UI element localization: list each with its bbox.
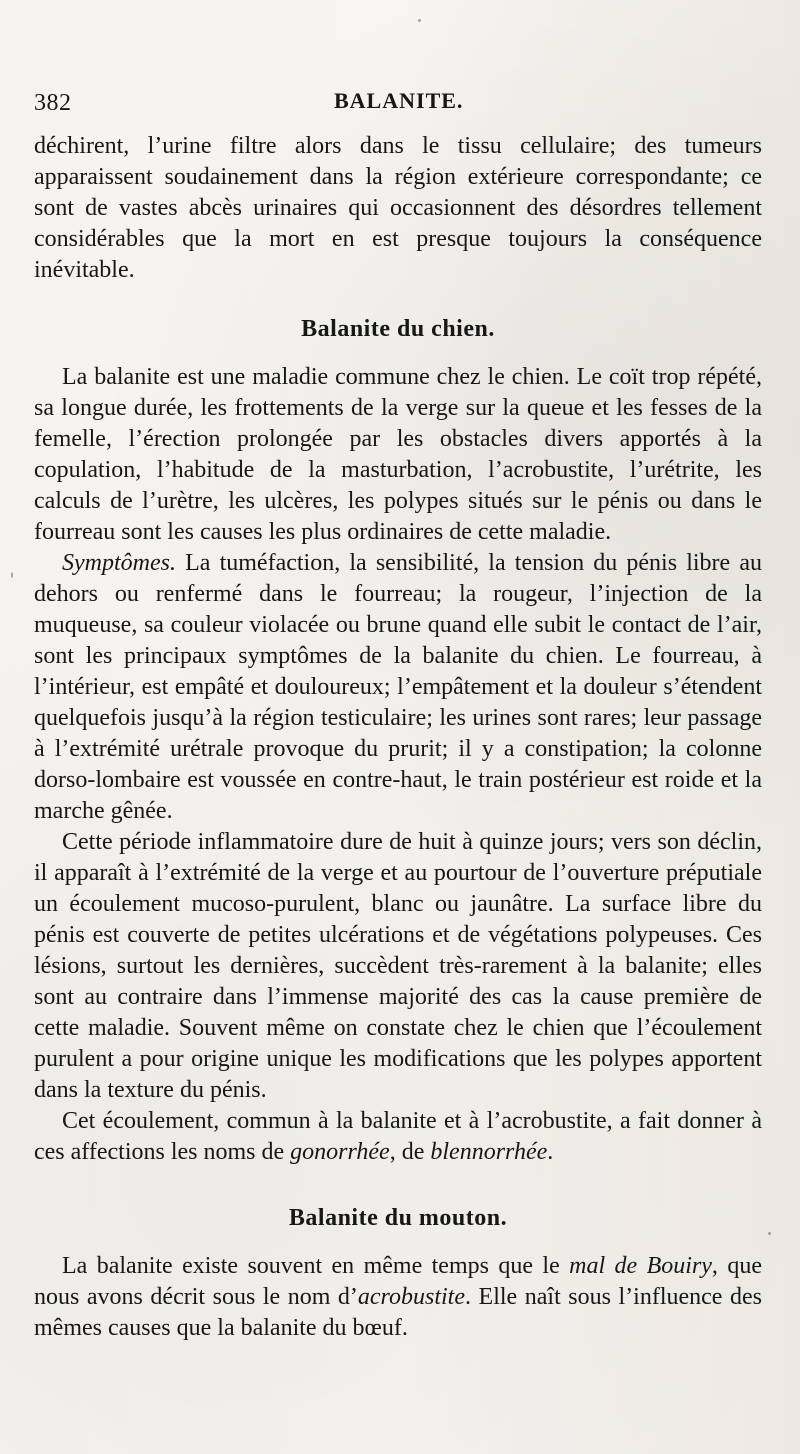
running-title: BALANITE.	[334, 88, 464, 113]
page-header	[34, 0, 762, 116]
paper-speck	[768, 1232, 771, 1235]
term-acrobustite: acrobustite	[357, 1284, 466, 1310]
chien-paragraph-4	[34, 1106, 762, 1168]
mouton-text-c: . Elle naît sous l’influence des mêmes causes que la balanite du bœuf.	[34, 1284, 762, 1341]
term-blennorrhee: blennorrhée	[430, 1139, 548, 1165]
section-spacer	[34, 1168, 762, 1203]
paragraph-4-text-a: Cet écoulement, commun à la balanite et à l’acrobustite, a fait donner à ces affections les noms de	[34, 1108, 762, 1165]
section-title-mouton: Balanite du mouton.	[288, 1205, 508, 1231]
term-mal-de-bouiry: mal de Bouiry	[569, 1253, 712, 1279]
symptoms-label: Symptômes.	[62, 550, 176, 576]
symptoms-text: La tuméfaction, la sensibilité, la tension du pénis libre au dehors ou renfermé dans le fourreau; la rougeur, l’injection de la muqueuse, sa couleur violacée ou brune quand elle subit le contact de l’air, sont les principaux symptômes de la balanite du chien. Le fourreau, à l’intérieur, est empâté et douloureux; l’empâtement et la douleur s’étendent quelquefois jusqu’à la région testiculaire; les urines sont rares; leur passage à l’extrémité urétrale provoque du prurit; il y a constipation; la colonne dorso-lombaire est voussée en contre-haut, le train postérieur est roide et la marche gênée.	[34, 550, 762, 824]
paragraph-4-text-c: .	[547, 1139, 554, 1165]
term-gonorrhee: gonorrhée	[290, 1139, 390, 1165]
section-title-chien: Balanite du chien.	[301, 316, 495, 342]
paper-speck	[11, 572, 13, 578]
mouton-paragraph-1	[34, 1251, 762, 1344]
page-text-block	[34, 131, 762, 1344]
intro-paragraph: déchirent, l’urine filtre alors dans le tissu cellulaire; des tumeurs apparaissent soudainement dans la région extérieure correspondante; ce sont de vastes abcès urinaires qui occasionnent des désordres tellement considérables que la mort en est presque toujours la conséquence inévitable.	[34, 133, 762, 283]
chien-paragraph-1: La balanite est une maladie commune chez le chien. Le coït trop répété, sa longue durée, les frottements de la verge sur la queue et les fesses de la femelle, l’érection prolongée par les obstacles divers apportés à la copulation, l’habitude de la masturbation, l’acrobustite, l’urétrite, les calculs de l’urètre, les ulcères, les polypes situés sur le pénis ou dans le fourreau sont les causes les plus ordinaires de cette maladie.	[34, 364, 762, 545]
chien-paragraph-2	[34, 548, 762, 827]
paragraph-4-text-b: , de	[389, 1139, 431, 1165]
page-number: 382	[34, 90, 72, 116]
mouton-text-b: , que nous avons décrit sous le nom d’	[34, 1253, 762, 1310]
paper-speck	[418, 19, 421, 22]
chien-paragraph-3: Cette période inflammatoire dure de huit à quinze jours; vers son déclin, il apparaît à l’extrémité de la verge et au pourtour de l’ouverture préputiale un écoulement mucoso-purulent, blanc ou jaunâtre. La surface libre du pénis est couverte de petites ulcérations et de végétations polypeuses. Ces lésions, surtout les dernières, succèdent très-rarement à la balanite; elles sont au contraire dans l’immense majorité des cas la cause première de cette maladie. Souvent même on constate chez le chien que l’écoulement purulent a pour origine unique les modifications que les polypes apportent dans la texture du pénis.	[34, 829, 762, 1103]
mouton-text-a: La balanite existe souvent en même temps que le	[62, 1253, 570, 1279]
